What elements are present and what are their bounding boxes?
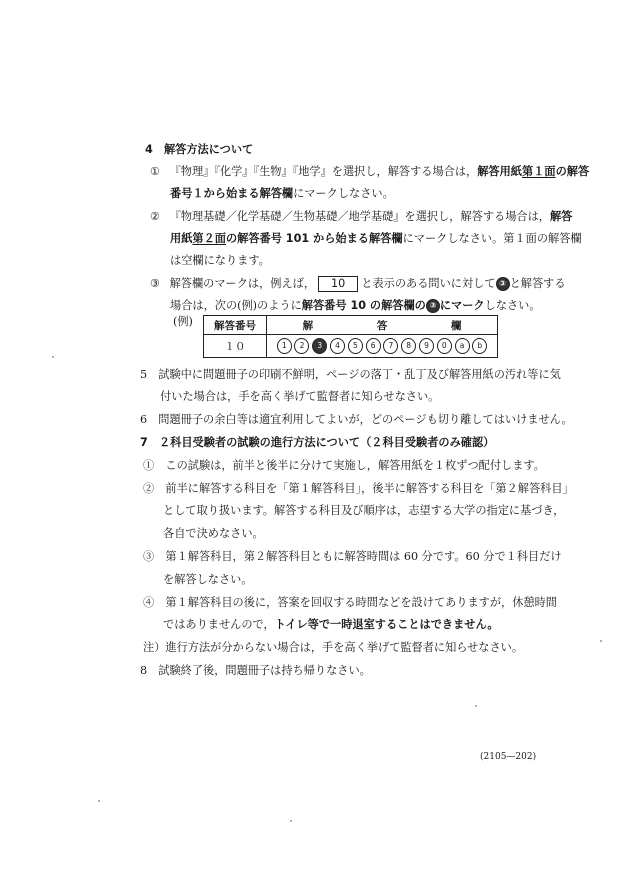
item-text: 場合は，次の(例)のように: [170, 299, 302, 312]
section7-item4-line2: [163, 617, 499, 633]
section7-item3-line2: を解答しなさい。: [163, 573, 253, 586]
answer-bubble: 6: [366, 338, 381, 354]
answer-bubble: 2: [294, 338, 309, 354]
section4-item2-line3: は空欄になります。: [170, 254, 270, 267]
answer-number-box: 10: [318, 276, 358, 292]
answer-bubble: 4: [330, 338, 345, 354]
item-text: にマークしなさい。: [293, 187, 394, 200]
item-text: 解答欄のマークは，例えば，: [169, 277, 316, 290]
bold-text: 解答用紙: [477, 165, 522, 178]
answer-bubble: 8: [401, 338, 416, 354]
section8-line1: 8 試験終了後，問題冊子は持ち帰りなさい。: [140, 664, 371, 677]
scan-speck: [290, 820, 292, 822]
scan-speck: [52, 356, 54, 358]
bold-text: 用紙: [170, 232, 193, 245]
footer-page-code: (2105—202): [480, 752, 537, 762]
answer-bubble: b: [472, 338, 487, 354]
header-char: 欄: [450, 319, 462, 332]
item-text: ではありませんので，: [163, 618, 275, 631]
answer-column-header: [267, 316, 498, 335]
item-number: ②: [150, 210, 161, 223]
section4-item3-line1: [150, 276, 566, 292]
filled-mark-icon: ③: [426, 299, 440, 313]
section7-item1: ① この試験は，前半と後半に分けて実施し，解答用紙を１枚ずつ配付します。: [143, 459, 545, 472]
answer-bubble: a: [455, 338, 470, 354]
item-text: にマークしなさい。第１面の解答欄: [402, 232, 582, 245]
answer-bubble: 0: [437, 338, 452, 354]
section7-item4-line1: ④ 第１解答科目の後に，答案を回収する時間などを設けてありますが，休憩時間: [143, 596, 557, 609]
answer-number-cell: １０: [204, 335, 267, 358]
item-text: しなさい。: [484, 299, 541, 312]
section7-note: 注）進行方法が分からない場合は，手を高く挙げて監督者に知らせなさい。: [143, 641, 524, 654]
bold-text: トイレ等で一時退室することはできません。: [274, 618, 499, 631]
answer-bubble: 7: [383, 338, 398, 354]
bold-text: にマーク: [439, 299, 485, 312]
scan-speck: [475, 705, 477, 707]
section4-heading: 4 解答方法について: [145, 143, 254, 156]
answer-bubbles: [267, 335, 498, 358]
header-char: 解: [302, 319, 314, 332]
example-label: (例): [173, 315, 193, 328]
answer-number-header: 解答番号: [204, 316, 267, 335]
bold-text: 解答: [549, 210, 573, 223]
answer-bubble: 5: [348, 338, 363, 354]
section7-heading: 7 ２科目受験者の試験の進行方法について（２科目受験者のみ確認）: [140, 436, 495, 449]
answer-bubble: 3: [312, 338, 327, 354]
section5-line1: 5 試験中に問題冊子の印刷不鮮明，ページの落丁・乱丁及び解答用紙の汚れ等に気: [140, 368, 561, 381]
section7-item2-line1: ② 前半に解答する科目を「第１解答科目」，後半に解答する科目を「第２解答科目」: [143, 482, 574, 495]
section4-item3-line2: [170, 298, 541, 314]
answer-bubble: 1: [277, 338, 292, 354]
section5-line2: 付いた場合は，手を高く挙げて監督者に知らせなさい。: [160, 390, 440, 403]
section4-item2-line2: [170, 231, 582, 247]
bold-text: の解答: [555, 165, 590, 178]
section4-item2-line1: [150, 209, 572, 225]
bold-text: 番号１から始まる解答欄: [170, 187, 294, 200]
item-number: ①: [150, 165, 161, 178]
underlined-text: 第２面: [192, 232, 226, 245]
scan-speck: [98, 800, 100, 802]
filled-mark-icon: ③: [496, 277, 510, 291]
item-text: と解答する: [509, 277, 566, 290]
bold-text: 解答番号 10 の解答欄の: [301, 299, 426, 312]
item-number: ③: [150, 277, 161, 290]
header-char: 答: [376, 319, 388, 332]
section6-line1: 6 問題冊子の余白等は適宜利用してよいが，どのページも切り離してはいけません。: [140, 413, 573, 426]
answer-bubble: 9: [419, 338, 434, 354]
underlined-text: 第１面: [522, 165, 556, 178]
section7-item3-line1: ③ 第１解答科目，第２解答科目ともに解答時間は 60 分です。60 分で１科目だけ: [143, 550, 562, 563]
bold-text: の解答番号 101 から始まる解答欄: [225, 232, 403, 245]
section4-item1-line1: [150, 164, 589, 180]
section7-item2-line2: として取り扱います。解答する科目及び順序は，志望する大学の指定に基づき，: [163, 504, 565, 517]
item-text: 『物理基礎／化学基礎／生物基礎／地学基礎』を選択し，解答する場合は，: [169, 210, 550, 223]
example-answer-table: [203, 315, 498, 358]
section7-item2-line3: 各自で決めなさい。: [163, 527, 264, 540]
scan-speck: [600, 640, 602, 642]
section4-item1-line2: [170, 186, 394, 202]
item-text: 『物理』『化学』『生物』『地学』を選択し，解答する場合は，: [169, 165, 478, 178]
item-text: と表示のある問いに対して: [361, 277, 496, 290]
